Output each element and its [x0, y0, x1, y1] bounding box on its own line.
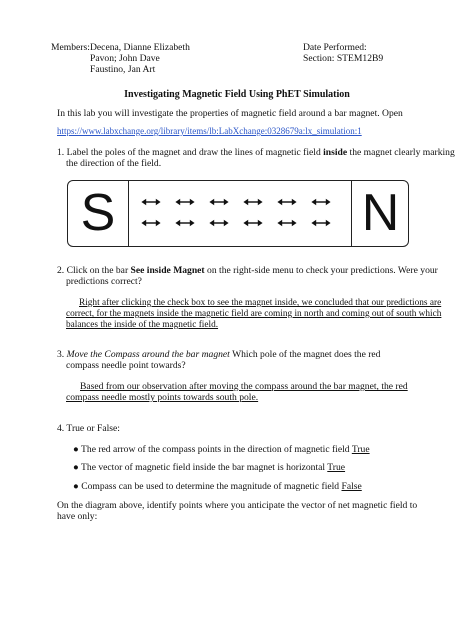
answer-3-line-1: Based from our observation after moving the compass around the bar magnet, the red: [80, 381, 408, 392]
answer-2-line-3: balances the inside of the magnetic field.: [66, 320, 219, 330]
bar-magnet-diagram: [67, 180, 409, 247]
question-1: 1. Label the poles of the magnet and draw the lines of magnetic field inside the magnet clearly marking: [57, 147, 455, 158]
bullet-icon: ●: [73, 462, 79, 473]
question-1-line-2: the direction of the field.: [66, 158, 162, 169]
simulation-link[interactable]: https://www.labxchange.org/library/items/lb:LabXchange:0328679a:lx_simulation:1: [57, 126, 362, 136]
tf-item-2: ● The vector of magnetic field inside the bar magnet is horizontal True: [73, 462, 346, 473]
double-arrow-icon: [174, 198, 196, 206]
bullet-icon: ●: [73, 444, 79, 455]
question-3: 3. Move the Compass around the bar magnet Which pole of the magnet does the red: [57, 349, 381, 360]
answer-2-line-1: Right after clicking the check box to see the magnet inside, we concluded that our predictions are: [79, 298, 442, 308]
intro-text: In this lab you will investigate the properties of magnetic field around a bar magnet. Open: [57, 108, 403, 119]
tf-answer-2: True: [327, 462, 346, 473]
question-3-line-2: compass needle point towards?: [66, 360, 186, 371]
bullet-icon: ●: [73, 481, 79, 492]
date-performed-label: Date Performed:: [303, 42, 367, 53]
question-2-line-2: predictions correct?: [66, 276, 142, 287]
closing-line-2: have only:: [57, 511, 98, 522]
magnet-divider-left: [128, 181, 129, 246]
closing-line-1: On the diagram above, identify points where you anticipate the vector of net magnetic field to: [57, 500, 418, 511]
double-arrow-icon: [276, 198, 298, 206]
south-pole-label: S: [80, 183, 116, 242]
double-arrow-icon: [140, 219, 162, 227]
double-arrow-icon: [276, 219, 298, 227]
member-1: Decena, Dianne Elizabeth: [90, 42, 190, 53]
answer-3-line-2: compass needle mostly points towards south pole.: [66, 392, 259, 403]
tf-answer-3: False: [341, 481, 362, 492]
north-pole-label: N: [361, 183, 400, 242]
double-arrow-icon: [242, 198, 264, 206]
member-3: Faustino, Jan Art: [90, 64, 156, 75]
member-2: Pavon; John Dave: [90, 53, 160, 64]
double-arrow-icon: [242, 219, 264, 227]
question-2: 2. Click on the bar See inside Magnet on the right-side menu to check your predictions. Were your: [57, 265, 438, 276]
page-title: Investigating Magnetic Field Using PhET Simulation: [124, 89, 350, 100]
double-arrow-icon: [208, 219, 230, 227]
section-label: Section: STEM12B9: [303, 53, 384, 64]
double-arrow-icon: [208, 198, 230, 206]
question-4: 4. True or False:: [57, 423, 120, 434]
double-arrow-icon: [140, 198, 162, 206]
tf-item-1: ● The red arrow of the compass points in the direction of magnetic field True: [73, 444, 370, 455]
double-arrow-icon: [310, 219, 332, 227]
tf-answer-1: True: [351, 444, 370, 455]
members-label: Members:: [51, 42, 90, 53]
answer-2-line-2: correct, for the magnets inside the magnetic field are coming in north and coming out of south which: [66, 309, 442, 319]
double-arrow-icon: [310, 198, 332, 206]
tf-item-3: ● Compass can be used to determine the magnitude of magnetic field False: [73, 481, 362, 492]
double-arrow-icon: [174, 219, 196, 227]
